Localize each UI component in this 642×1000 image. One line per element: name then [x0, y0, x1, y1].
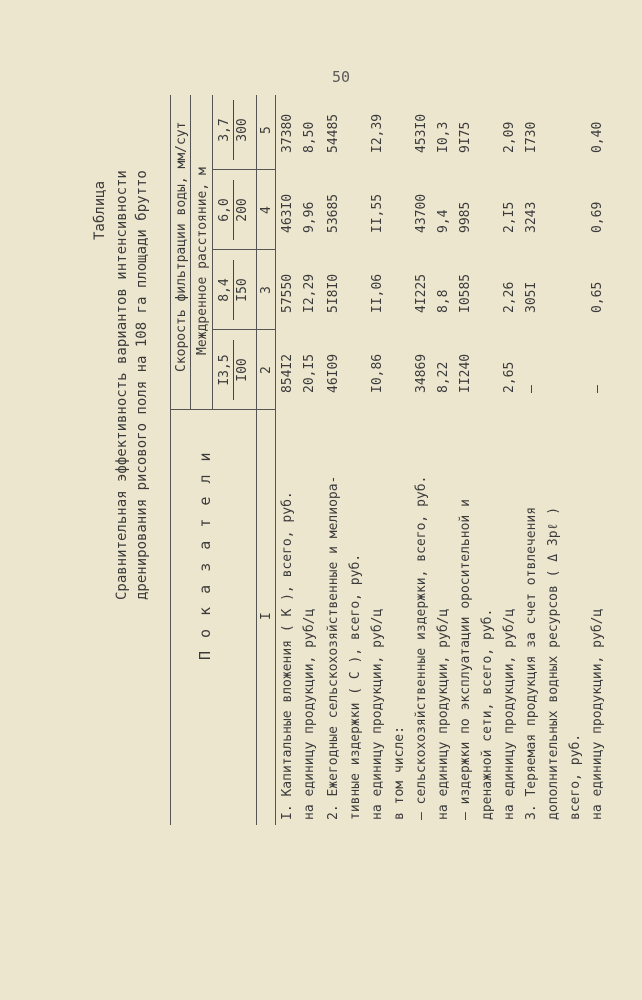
table-title-line-1: Сравнительная эффективность вариантов интенсивности [114, 170, 130, 600]
variant-4-speed: 3,7 [217, 100, 234, 160]
col-number-4: 4 [259, 206, 274, 214]
indicator-column-header: П о к а з а т е л и [196, 450, 214, 660]
table-row-label: на единицу продукции, руб/ц [302, 608, 317, 820]
table-cell-col-5: 0,40 [590, 121, 605, 153]
col-number-1: I [259, 612, 274, 620]
table-row-label: – издержки по эксплуатации оросительной и [458, 499, 473, 820]
variant-3-distance: 200 [235, 198, 250, 222]
table-cell-col-2: 46I09 [326, 353, 341, 393]
table-cell-col-4: 9,96 [302, 201, 317, 233]
table-row-label: тивные издержки ( C ), всего, руб. [348, 553, 363, 820]
table-title-line-2: дренирования рисового поля на 108 га площади брутто [134, 170, 150, 600]
table-row-label: на единицу продукции, руб/ц [590, 608, 605, 820]
table-row-label: на единицу продукции, руб/ц [436, 608, 451, 820]
variant-3-speed: 6,0 [217, 180, 234, 240]
table-cell-col-3: I0585 [458, 273, 473, 313]
table-cell-col-2: 2,65 [502, 361, 517, 393]
table-cell-col-5: 8,50 [302, 121, 317, 153]
table-cell-col-2: 854I2 [280, 353, 295, 393]
variant-3-header [217, 180, 250, 240]
table-cell-col-3: II,06 [370, 273, 385, 313]
col-number-3: 3 [259, 286, 274, 294]
variant-1-header [217, 340, 250, 400]
table-cell-col-5: I2,39 [370, 113, 385, 153]
table-cell-col-4: 9,4 [436, 209, 451, 233]
table-cell-col-3: 0,65 [590, 281, 605, 313]
table-cell-col-4: 2,I5 [502, 201, 517, 233]
table-cell-col-3: 2,26 [502, 281, 517, 313]
table-cell-col-2: II240 [458, 353, 473, 393]
variant-4-header [217, 100, 250, 160]
col-number-2: 2 [259, 366, 274, 374]
table-cell-col-2: – [590, 385, 605, 393]
table-cell-col-5: 37380 [280, 113, 295, 153]
table-cell-col-5: I0,3 [436, 121, 451, 153]
table-row-label: на единицу продукции, руб/ц [502, 608, 517, 820]
speed-header: Скорость фильтрации воды, мм/сут [174, 121, 189, 372]
table-row-label: всего, руб. [568, 733, 583, 820]
table-cell-col-2: 34869 [414, 353, 429, 393]
table-cell-col-3: 5I8I0 [326, 273, 341, 313]
distance-header-rule [212, 95, 213, 410]
variant-1-speed: I3,5 [217, 340, 234, 400]
variant-2-distance: I50 [235, 278, 250, 302]
table-cell-col-2: 8,22 [436, 361, 451, 393]
col-divider-4 [212, 169, 275, 170]
table-cell-col-2: I0,86 [370, 353, 385, 393]
col-divider-2 [212, 329, 275, 330]
table-row-label: I. Капитальные вложения ( K ), всего, руб. [280, 491, 295, 820]
speed-header-rule [190, 95, 191, 410]
table-row-label: на единицу продукции, руб/ц [370, 608, 385, 820]
table-cell-col-5: I730 [524, 121, 539, 153]
table-row-label: дренажной сети, всего, руб. [480, 608, 495, 820]
table-cell-col-4: II,55 [370, 193, 385, 233]
table-row-label: 2. Ежегодные сельскохозяйственные и мелиора- [326, 475, 341, 820]
col-number-5: 5 [259, 126, 274, 134]
page-number: 50 [332, 68, 351, 86]
table-row-label: 3. Теряемая продукция за счет отвлечения [524, 506, 539, 820]
table-row-label: дополнительных водных ресурсов ( Δ Зрℓ ) [546, 506, 561, 820]
distance-header: Междренное расстояние, м [195, 167, 210, 355]
col-numbers-rule [256, 95, 257, 825]
table-row-label: – сельскохозяйственные издержки, всего, руб. [414, 475, 429, 820]
table-cell-col-2: 20,I5 [302, 353, 317, 393]
table-cell-col-5: 2,09 [502, 121, 517, 153]
table-cell-col-4: 463I0 [280, 193, 295, 233]
table-cell-col-5: 54485 [326, 113, 341, 153]
variant-1-distance: I00 [235, 358, 250, 382]
table-cell-col-3: 305I [524, 281, 539, 313]
table-cell-col-2: – [524, 385, 539, 393]
col-numbers-bottom-rule [275, 95, 276, 825]
table-cell-col-5: 9I75 [458, 121, 473, 153]
table-cell-col-4: 53685 [326, 193, 341, 233]
table-row-label: в том числе: [392, 726, 407, 820]
variant-4-distance: 300 [235, 118, 250, 142]
table-cell-col-4: 9985 [458, 201, 473, 233]
table-cell-col-4: 43700 [414, 193, 429, 233]
variant-2-speed: 8,4 [217, 260, 234, 320]
table-cell-col-5: 453I0 [414, 113, 429, 153]
indicator-column-divider [170, 409, 275, 410]
table-cell-col-3: 8,8 [436, 289, 451, 313]
table-cell-col-3: I2,29 [302, 273, 317, 313]
table-cell-col-3: 57550 [280, 273, 295, 313]
table-top-rule [170, 95, 171, 825]
table-cell-col-3: 4I225 [414, 273, 429, 313]
table-cell-col-4: 0,69 [590, 201, 605, 233]
table-caption: Таблица [92, 180, 108, 240]
variant-2-header [217, 260, 250, 320]
col-divider-3 [212, 249, 275, 250]
table-cell-col-4: 3243 [524, 201, 539, 233]
